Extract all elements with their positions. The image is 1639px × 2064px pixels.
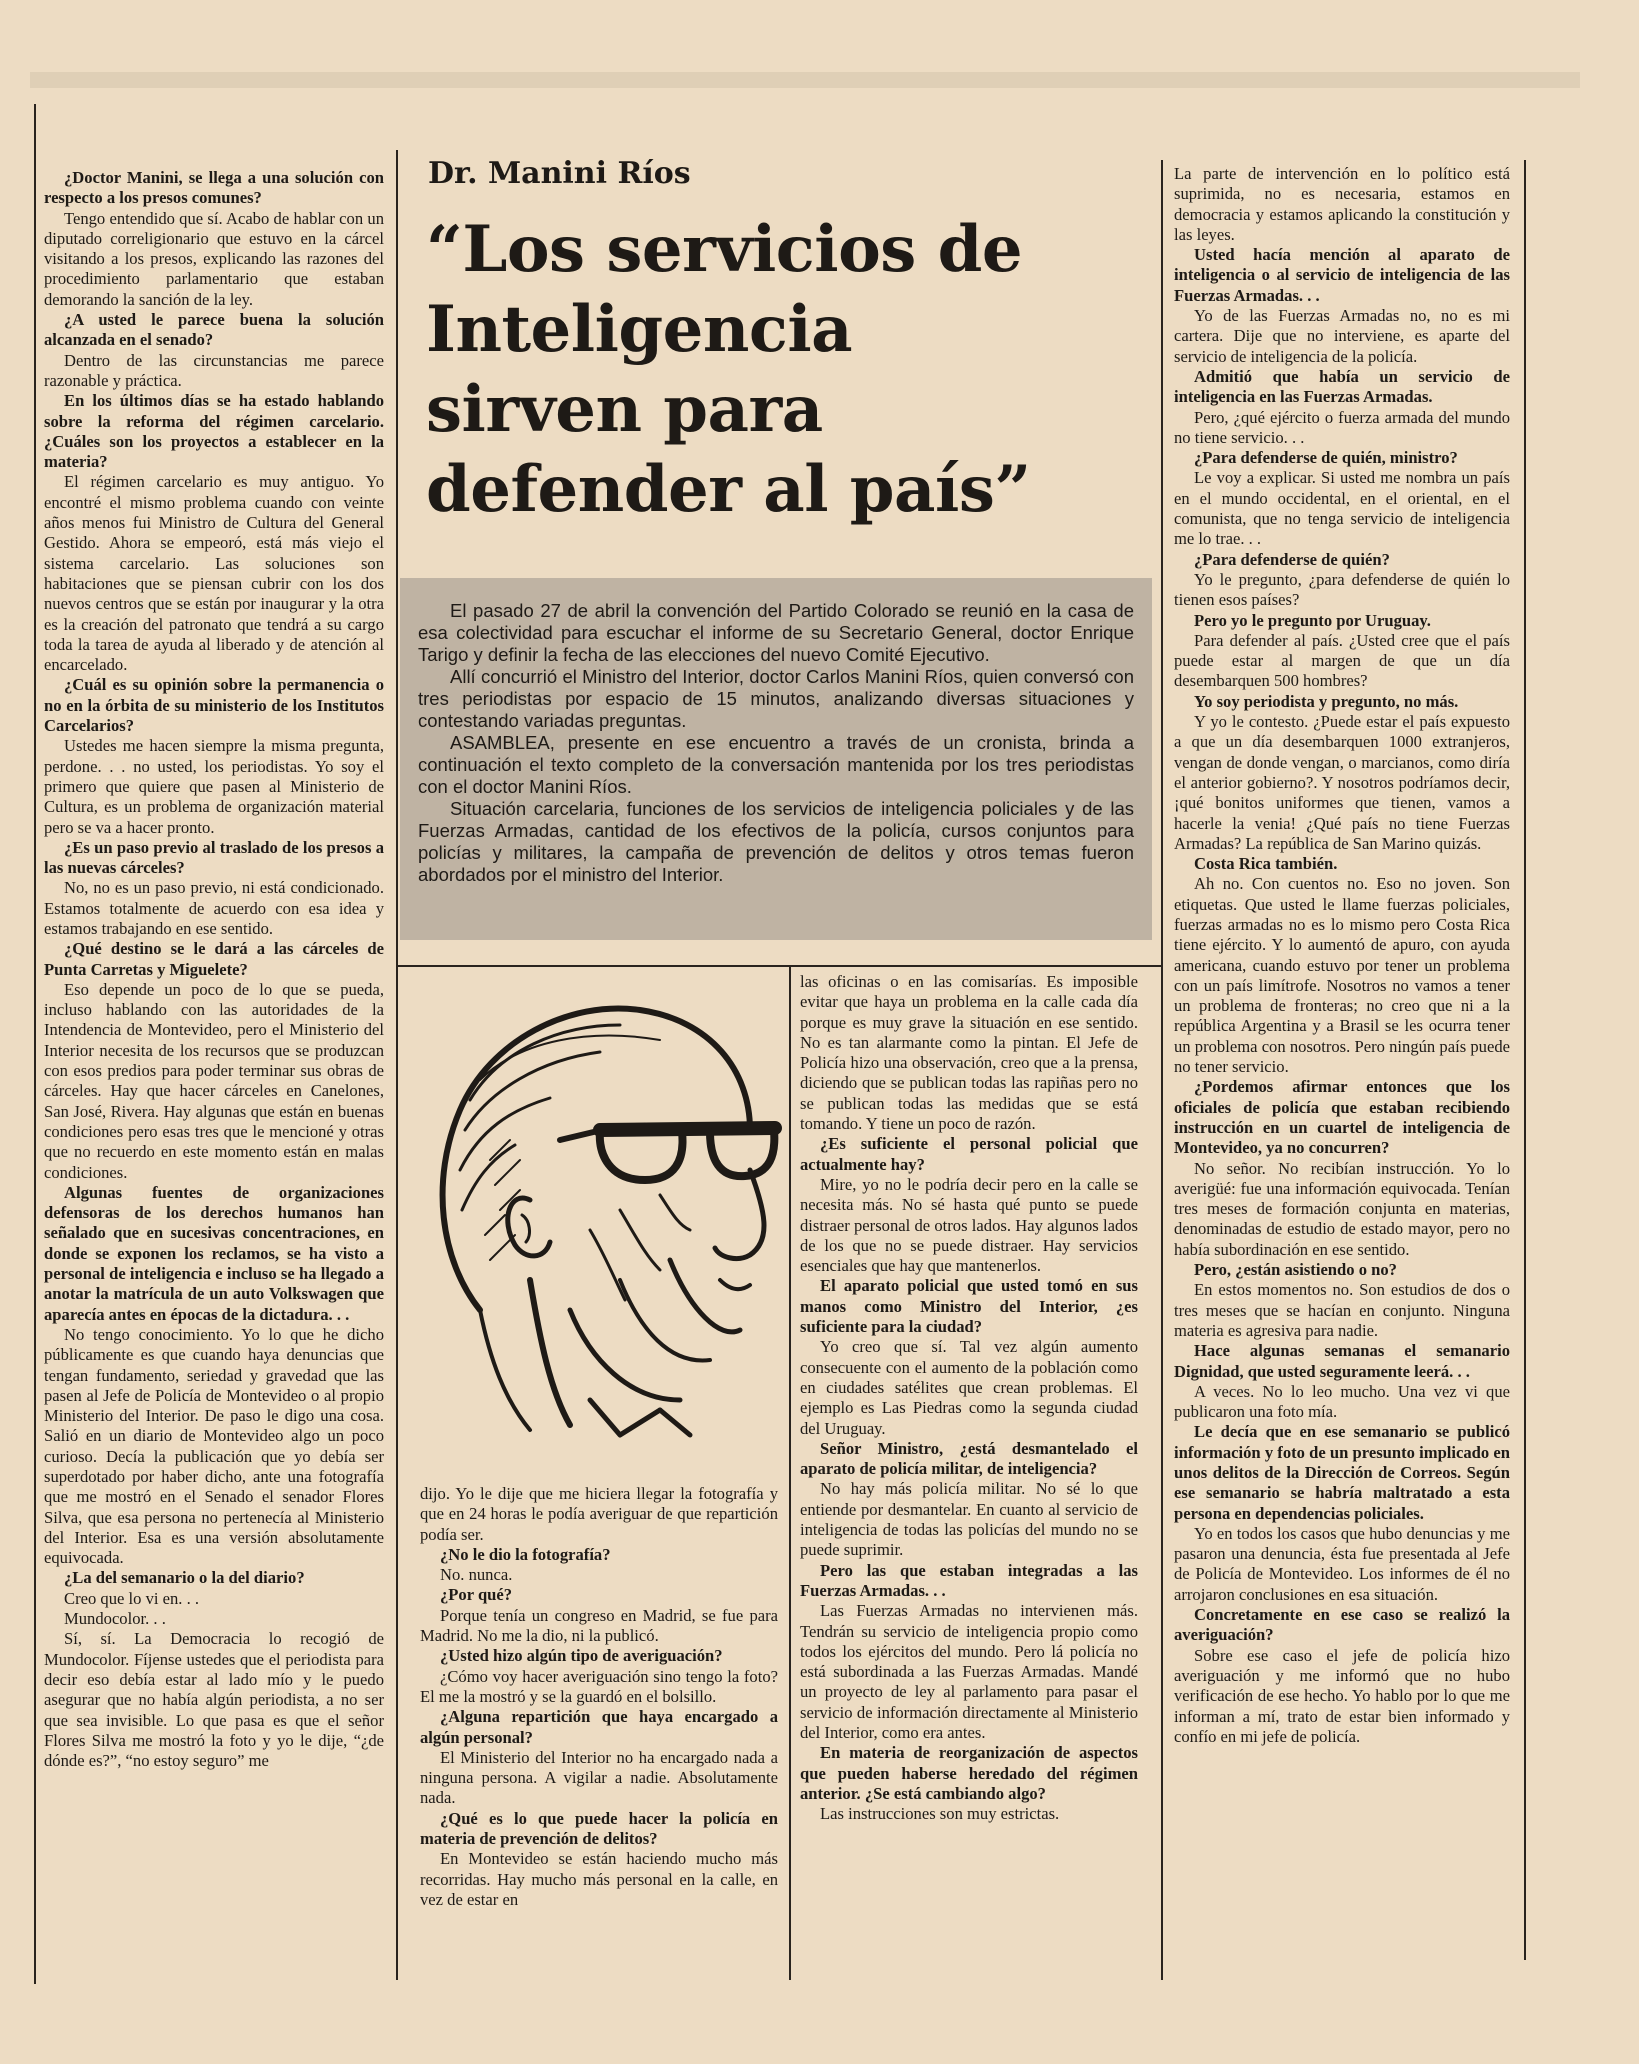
question: Admitió que había un servicio de inteligencia en las Fuerzas Armadas. — [1174, 366, 1510, 407]
answer: Yo en todos los casos que hubo denuncias y me pasaron una denuncia, ésta fue presentada al Jefe de Policía de Montevideo. Los informes de él no arrojaron conclusiones en esa situación. — [1174, 1523, 1510, 1604]
question: ¿Doctor Manini, se llega a una solución con respecto a los presos comunes? — [44, 168, 384, 208]
answer: Tengo entendido que sí. Acabo de hablar con un diputado correligionario que estuvo en la cárcel visitando a los presos, explicando las razones del procedimiento parlamentario que estaban demorando la sanción de la ley. — [44, 208, 384, 309]
question: Hace algunas semanas el semanario Dignidad, que usted seguramente leerá. . . — [1174, 1341, 1510, 1381]
question: Pero las que estaban integradas a las Fuerzas Armadas. . . — [800, 1560, 1138, 1600]
question: ¿Para defenderse de quién, ministro? — [1194, 448, 1458, 468]
answer: Ustedes me hacen siempre la misma pregunta, perdone. . . no usted, los periodistas. Yo soy el primero que quiere que pasen al Ministerio de Cultura, es un problema de organización material pero se va a hacer pronto. — [44, 736, 384, 837]
answer: Mire, yo no le podría decir pero en la calle se necesita más. No sé hasta qué punto se puede distraer personal de otros lados. Hay algunos lados de los que no se puede distraer. Hay servicios esenciales que hay que mantenerlos. — [800, 1174, 1138, 1276]
question: Algunas fuentes de organizaciones defensoras de los derechos humanos han señalado que en sucesivas concentraciones, en donde se exponen los reclamos, se ha visto a personal de inteligencia e incluso se ha llegado a anotar la matrícula de un auto Volkswagen que aparecía antes en épocas de la dictadura. . . — [44, 1182, 384, 1324]
answer: En Montevideo se están haciendo mucho más recorridas. Hay mucho más personal en la calle, en vez de estar en — [420, 1849, 778, 1909]
question: Costa Rica también. — [1194, 854, 1338, 874]
article-headline: “Los servicios de Inteligencia sirven para defender al país” — [426, 212, 1031, 527]
answer: Yo le pregunto, ¿para defenderse de quién lo tienen esos países? — [1174, 569, 1510, 610]
answer: Le voy a explicar. Si usted me nombra un país en el mundo occidental, en el oriental, en el comunista, que no tenga servicio de inteligencia me lo trae. . . — [1174, 468, 1510, 549]
question: Yo soy periodista y pregunto, no más. — [1194, 691, 1459, 711]
question: En los últimos días se ha estado hablando sobre la reforma del régimen carcelario. ¿Cuáles son los proyectos a establecer en la materia? — [44, 391, 384, 472]
question: El aparato policial que usted tomó en sus manos como Ministro del Interior, ¿es suficiente para la ciudad? — [800, 1276, 1138, 1337]
question: ¿Para defenderse de quién? — [1194, 549, 1390, 569]
answer: No hay más policía militar. No sé lo que entiende por desmantelar. En cuanto al servicio de inteligencia de todas las policías del mundo no se puede suprimir. — [800, 1479, 1138, 1560]
answer: Sobre ese caso el jefe de policía hizo averiguación y me informó que no hubo verificación de ese hecho. Yo hablo por lo que me informan a mí, trato de estar bien informado y confío en mi jefe de policía. — [1174, 1645, 1510, 1746]
column-rule — [34, 104, 36, 1984]
intro-paragraph: Situación carcelaria, funciones de los servicios de inteligencia policiales y de las Fuerzas Armadas, cantidad de los efectivos de la policía, cursos conjuntos para policías y militares, la campaña de prevención de delitos y otros temas fueron abordados por el ministro del Interior. — [418, 798, 1134, 885]
question: ¿Es un paso previo al traslado de los presos a las nuevas cárceles? — [44, 837, 384, 878]
answer: Yo de las Fuerzas Armadas no, no es mi cartera. Dije que no interviene, es aparte del servicio de inteligencia de la policía. — [1174, 306, 1510, 366]
question: ¿Cuál es su opinión sobre la permanencia o no en la órbita de su ministerio de los Institutos Carcelarios? — [44, 675, 384, 736]
answer: No, no es un paso previo, ni está condicionado. Estamos totalmente de acuerdo con esa idea y estamos trabajando en ese sentido. — [44, 878, 384, 938]
answer: Pero, ¿qué ejército o fuerza armada del mundo no tiene servicio. . . — [1174, 407, 1510, 447]
portrait-illustration — [420, 980, 790, 1440]
question: ¿Usted hizo algún tipo de averiguación? — [440, 1646, 723, 1666]
horizontal-rule — [396, 965, 1162, 967]
answer: No. nunca. — [440, 1565, 513, 1585]
answer: Sí, sí. La Democracia lo recogió de Mundocolor. Fíjense ustedes que el periodista para decir eso debía estar al lado mío y le puedo asegurar que no había algún periodista, a no ser que sea invisible. Lo que pasa es que el señor Flores Silva me mostró la foto y yo le dije, “¿de dónde es?”, “no estoy seguro” me — [44, 1629, 384, 1771]
intro-paragraph: ASAMBLEA, presente en ese encuentro a través de un cronista, brinda a continuación el texto completo de la conversación mantenida por los tres periodistas con el doctor Manini Ríos. — [418, 732, 1134, 797]
answer: ¿Cómo voy hacer averiguación sino tengo la foto? El me la mostró y se la guardó en el bolsillo. — [420, 1666, 778, 1706]
answer: No señor. No recibían instrucción. Yo lo averigüé: fue una información equivocada. Tenían tres meses de formación conjunta en materias, denominadas de estudio de estado mayor, pero no había subordinación en ese sentido. — [1174, 1158, 1510, 1259]
answer: Y yo le contesto. ¿Puede estar el país expuesto a que un día desembarquen 1000 extranjeros, vengan de donde vengan, o marcianos, como diría el anterior gobierno?. Y nosotros podríamos decir, ¡qué bonitos uniformes que tienen, vamos a hacerle la venia! ¿Qué país no tiene Fuerzas Armadas? La república de San Marino quizás. — [1174, 712, 1510, 853]
question: ¿No le dio la fotografía? — [440, 1544, 611, 1564]
question: Pero yo le pregunto por Uruguay. — [1194, 610, 1431, 630]
column-4 — [1174, 164, 1510, 1747]
question: Pero, ¿están asistiendo o no? — [1194, 1260, 1397, 1280]
answer: las oficinas o en las comisarías. Es imposible evitar que haya un problema en la calle cada día porque es muy grave la situación en ese sentido. No es tan alarmante como la pintan. El Jefe de Policía hizo una observación, creo que a la prensa, diciendo que se publican todas las rapiñas pero no se publican todas las medidas que se está tomando. Y tiene un poco de razón. — [800, 972, 1138, 1134]
answer: La parte de intervención en lo político está suprimida, no es necesaria, estamos en democracia y estamos aplicando la constitución y las leyes. — [1174, 164, 1510, 244]
question: Señor Ministro, ¿está desmantelado el aparato de policía militar, de inteligencia? — [800, 1438, 1138, 1479]
question: ¿A usted le parece buena la solución alcanzada en el senado? — [44, 310, 384, 350]
question: ¿Alguna repartición que haya encargado a algún personal? — [420, 1707, 778, 1747]
answer: Las instrucciones son muy estrictas. — [820, 1804, 1060, 1824]
answer: El régimen carcelario es muy antiguo. Yo encontré el mismo problema cuando con veinte años menos fui Ministro de Cultura del General Gestido. Ahora se empeoró, está más viejo el sistema carcelario. Las soluciones son habitaciones que se piensan cubrir con los dos nuevos centros que se están por inaugurar y la otra es la creación del patronato que tendrá a su cargo toda la tarea de ayuda al liberado y de atención al encarcelado. — [44, 472, 384, 675]
answer: El Ministerio del Interior no ha encargado nada a ninguna persona. A vigilar a nadie. Absolutamente nada. — [420, 1747, 778, 1808]
intro-text — [418, 600, 1134, 886]
question: Usted hacía mención al aparato de inteligencia o al servicio de inteligencia de las Fuerzas Armadas. . . — [1174, 245, 1510, 305]
answer: En estos momentos no. Son estudios de dos o tres meses que se hacían en conjunto. Ninguna materia es agresiva para nadie. — [1174, 1280, 1510, 1340]
question: ¿La del semanario o la del diario? — [64, 1568, 305, 1588]
intro-paragraph: Allí concurrió el Ministro del Interior, doctor Carlos Manini Ríos, quien conversó con tres periodistas por espacio de 15 minutos, analizando diversas situaciones y contestando variadas preguntas. — [418, 666, 1134, 731]
question: ¿Por qué? — [440, 1585, 513, 1605]
answer: dijo. Yo le dije que me hiciera llegar la fotografía y que en 24 horas le podía averiguar de que repartición podía ser. — [420, 1484, 778, 1544]
column-rule — [1161, 160, 1163, 1980]
answer: Las Fuerzas Armadas no intervienen más. Tendrán su servicio de inteligencia propio como todos los ejércitos del mundo. Pero lá policía no está subordinada a las Fuerzas Armadas. Mandé un proyecto de ley al parlamento para pasar el servicio de información directamente al Ministerio del Interior, como era antes. — [800, 1601, 1138, 1742]
answer: Para defender al país. ¿Usted cree que el país puede estar al margen de que un día desembarquen 500 hombres? — [1174, 630, 1510, 691]
answer: Creo que lo vi en. . . — [64, 1588, 200, 1608]
column-rule — [1524, 160, 1526, 1960]
intro-paragraph: El pasado 27 de abril la convención del Partido Colorado se reunió en la casa de esa colectividad para escuchar el informe de su Secretario General, doctor Enrique Tarigo y definir la fecha de las elecciones del nuevo Comité Ejecutivo. — [418, 600, 1134, 665]
intro-box — [400, 578, 1152, 940]
answer: Yo creo que sí. Tal vez algún aumento consecuente con el aumento de la población como en ciudades satélites que crean problemas. El ejemplo es Las Piedras como la segunda ciudad del Uruguay. — [800, 1337, 1138, 1438]
question: ¿Qué destino se le dará a las cárceles de Punta Carretas y Miguelete? — [44, 939, 384, 979]
question: ¿Pordemos afirmar entonces que los oficiales de policía que estaban recibiendo instrucción en un cuartel de inteligencia de Montevideo, ya no concurren? — [1174, 1077, 1510, 1158]
answer: Porque tenía un congreso en Madrid, se fue para Madrid. No me la dio, ni la publicó. — [420, 1605, 778, 1646]
answer: Mundocolor. . . — [64, 1609, 166, 1629]
answer: Eso depende un poco de lo que se pueda, incluso hablando con las autoridades de la Intendencia de Montevideo, pero el Ministerio del Interior necesita de los recursos que se produzcan con esos predios para poder terminar sus obras de cárceles. Hay que hacer cárceles en Canelones, San José, Rivera. Hay algunas que están en buenas condiciones pero esas tres que le mencioné y otras que no recuerdo en este momento están en malas condiciones. — [44, 979, 384, 1182]
question: Le decía que en ese semanario se publicó información y foto de un presunto implicado en unos delitos de la Dirección de Correos. Según ese semanario se habría maltratado a esta persona en dependencias policiales. — [1174, 1422, 1510, 1523]
column-1 — [44, 168, 384, 1771]
column-rule — [396, 150, 398, 1980]
page-top-band — [30, 72, 1580, 88]
column-3 — [800, 972, 1138, 1824]
answer: No tengo conocimiento. Yo lo que he dicho públicamente es que cuando haya denuncias que tengan fundamento, seriedad y gravedad que las pasen al Jefe de Policía de Montevideo o al propio Ministerio del Interior. De paso le digo una cosa. Salió en un diario de Montevideo algo un poco curioso. Decía la publicación que yo debía ser superdotado por haber dicho, ante una fotografía que me mostró en el Senado el senador Flores Silva, que esa persona no pertenecía al Ministerio del Interior. Esa es una versión absolutamente equivocada. — [44, 1324, 384, 1568]
answer: Dentro de las circunstancias me parece razonable y práctica. — [44, 350, 384, 390]
question: ¿Qué es lo que puede hacer la policía en materia de prevención de delitos? — [420, 1808, 778, 1849]
question: ¿Es suficiente el personal policial que actualmente hay? — [800, 1134, 1138, 1174]
answer: Ah no. Con cuentos no. Eso no joven. Son etiquetas. Que usted le llame fuerzas policiales, fuerzas armadas no es lo mismo pero Costa Rica tiene ejército. Y lo aumentó de apuro, con ayuda americana, cuando estuvo por tener un problema con un país limítrofe. Nosotros no vamos a tener un problema de fronteras; no creo que ni a la república Argentina y a Brasil se les ocurra tener un problema con nosotros. Pero ningún país puede no tener servicio. — [1174, 874, 1510, 1077]
article-kicker: Dr. Manini Ríos — [428, 156, 691, 191]
question: Concretamente en ese caso se realizó la averiguación? — [1174, 1605, 1510, 1645]
answer: A veces. No lo leo mucho. Una vez vi que publicaron una foto mía. — [1174, 1381, 1510, 1422]
question: En materia de reorganización de aspectos que pueden haberse heredado del régimen anterior. ¿Se está cambiando algo? — [800, 1743, 1138, 1803]
column-2 — [420, 1484, 778, 1910]
